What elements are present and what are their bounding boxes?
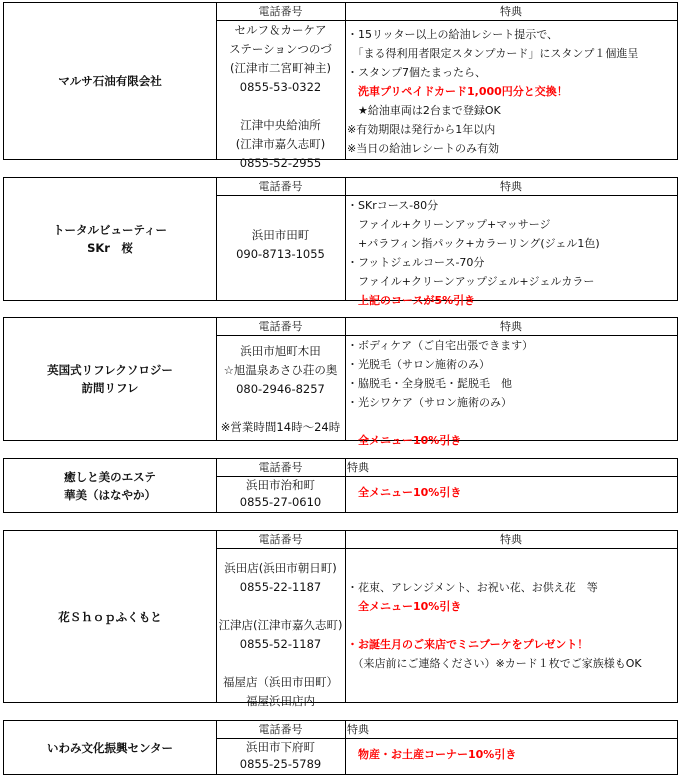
phone-header: 電話番号: [216, 721, 345, 739]
shop-name: いわみ文化振興センター: [4, 721, 217, 774]
phone-header: 電話番号: [216, 3, 345, 21]
discount-highlight: 全メニュー10%引き: [347, 434, 462, 447]
benefit-column: [345, 178, 677, 307]
shop-name: トータルビューティー SKr 桜: [4, 178, 217, 300]
phone-column: [216, 3, 346, 170]
shop-block-iwami: [3, 720, 678, 775]
benefit-column: [345, 531, 677, 702]
birthday-highlight: ・お誕生月のご来店でミニブーケをプレゼント！: [347, 638, 589, 651]
phone-header: 電話番号: [216, 178, 345, 196]
benefit-list: ・花束、アレンジメント、お祝い花、お供え花 等 全メニュー10%引き ・お誕生月のご来店でミニブーケをプレゼント！ （来店前にご連絡ください）※カード１枚でご家族様もOK: [345, 549, 677, 673]
discount-highlight: 上記のコースが5%引き: [347, 294, 476, 307]
phone-info: 浜田市旭町木田 ☆旭温泉あさひ荘の奥 080-2946-8257 ※営業時間14時～24時: [220, 344, 341, 434]
phone-header: 電話番号: [216, 459, 345, 477]
shop-block-marusa: [3, 2, 678, 170]
shop-name: 花Ｓｈｏｐふくもと: [4, 531, 217, 702]
benefit-header: 特典: [345, 531, 677, 549]
phone-info: 浜田店(浜田市朝日町) 0855-22-1187 江津店(江津市嘉久志町) 0855-52-1187 福屋店（浜田市田町） 福屋浜田店内: [218, 561, 343, 708]
phone-info: セルフ＆カーケア ステーションつのづ (江津市二宮町神主) 0855-53-0322 江津中央給油所 (江津市嘉久志町) 0855-52-2955: [229, 23, 332, 170]
benefit-list: [345, 739, 677, 764]
benefit-column: [345, 721, 677, 774]
phone-column: [216, 459, 346, 512]
phone-column: [216, 178, 346, 300]
benefit-header: 特典: [345, 459, 677, 477]
shop-block-skr: [3, 177, 678, 307]
discount-highlight: 全メニュー10%引き: [347, 600, 462, 613]
phone-info: 浜田市田町 090-8713-1055: [236, 228, 325, 261]
benefit-column: [345, 3, 677, 159]
phone-info: 浜田市治和町 0855-27-0610: [239, 478, 322, 509]
shop-block-reflexology: [3, 317, 678, 447]
benefit-list: [345, 477, 677, 502]
benefit-list: ・15リッター以上の給油レシート提示で、 「まる得利用者限定スタンプカード」にスタンプ１個進呈 ・スタンプ7個たまったら、 洗車プリペイドカード1,000円分と交換！ ★給油車両は2台まで登録OK ※有効期限は発行から1年以内 ※当日の給油レシートのみ有効: [345, 21, 677, 158]
benefit-column: [345, 459, 677, 512]
benefit-column: [345, 318, 677, 447]
phone-header: 電話番号: [216, 531, 345, 549]
benefit-list: ・ボディケア（ご自宅出張できます） ・光脱毛（サロン施術のみ） ・脇脱毛・全身脱毛・髭脱毛 他 ・光シワケア（サロン施術のみ） 全メニュー10%引き: [345, 336, 677, 450]
discount-highlight: 全メニュー10%引き: [347, 486, 462, 499]
phone-column: [216, 318, 346, 440]
benefit-header: 特典: [345, 178, 677, 196]
phone-header: 電話番号: [216, 318, 345, 336]
phone-info: 浜田市下府町 0855-25-5789: [239, 740, 322, 771]
benefit-header: 特典: [345, 721, 677, 739]
benefit-header: 特典: [345, 3, 677, 21]
discount-highlight: 物産・お土産コーナー10%引き: [347, 748, 517, 761]
benefit-header: 特典: [345, 318, 677, 336]
phone-column: [216, 531, 346, 708]
shop-name: 英国式リフレクソロジー 訪問リフレ: [4, 318, 217, 440]
shop-name: マルサ石油有限会社: [4, 3, 217, 159]
discount-highlight: 洗車プリペイドカード1,000円分と交換！: [347, 85, 568, 98]
phone-column: [216, 721, 346, 774]
shop-block-hanayaka: [3, 458, 678, 513]
shop-block-fukumoto: [3, 530, 678, 708]
benefit-list: ・SKrコース-80分 ファイル+クリーンアップ+マッサージ +パラフィン指パック+カラーリング(ジェル1色) ・フットジェルコース-70分 ファイル+クリーンアップジェル+ジェルカラー 上記のコースが5%引き: [345, 196, 677, 310]
shop-name: 癒しと美のエステ 華美（はなやか）: [4, 459, 217, 512]
